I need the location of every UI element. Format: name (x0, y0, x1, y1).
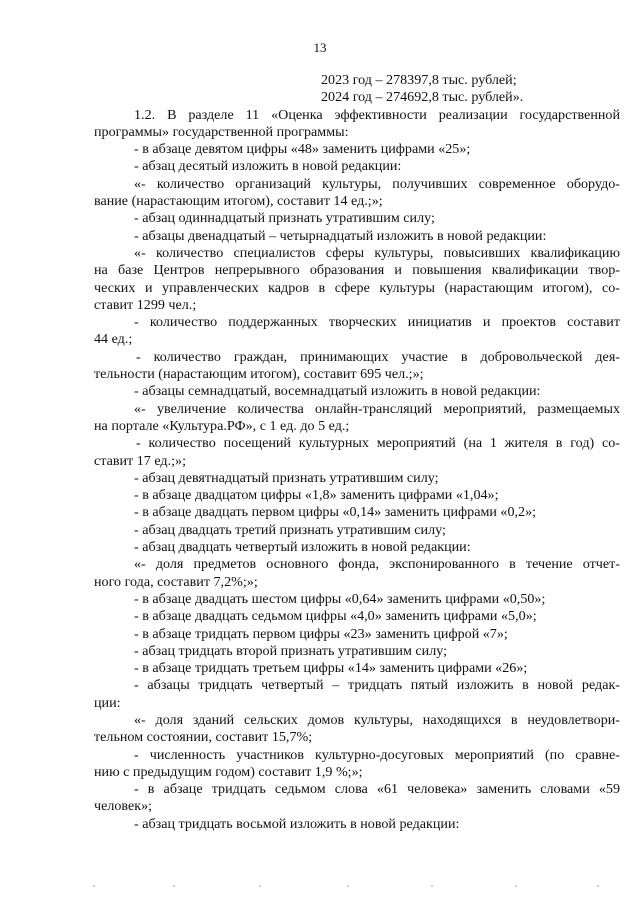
text-line: ного года, составит 7,2%;»; (94, 573, 258, 590)
text-line: - абзац одиннадцатый признать утратившим силу; (134, 210, 435, 227)
document-body (94, 72, 620, 833)
text-line: - абзац тридцать восьмой изложить в новой редакции: (134, 815, 460, 832)
scan-artifact (0, 885, 640, 889)
text-line: 2023 год – 278397,8 тыс. рублей; (321, 72, 517, 88)
text-line: - абзац тридцать второй признать утратившим силу; (134, 642, 448, 659)
text-line: - в абзаце двадцать седьмом цифры «4,0» заменить цифрами «5,0»; (134, 608, 537, 625)
text-line: - количество посещений культурных мероприятий (на 1 жителя в год) со- (136, 435, 620, 452)
text-line: «- количество специалистов сферы культуры, повысивших квалификацию (134, 244, 620, 261)
text-line: тельном состоянии, составит 15,7%; (94, 729, 313, 746)
text-line: «- увеличение количества онлайн-трансляций мероприятий, размещаемых (134, 400, 620, 417)
text-line: ставит 1299 чел.; (94, 296, 197, 313)
section-heading-line: 1.2. В разделе 11 «Оценка эффективности реализации государственной (134, 106, 620, 123)
text-line: - количество граждан, принимающих участие в добровольческой дея- (136, 348, 620, 365)
text-line: «- доля зданий сельских домов культуры, находящихся в неудовлетвори- (134, 711, 620, 728)
text-line: - абзацы тридцать четвертый – тридцать пятый изложить в новой редак- (134, 677, 620, 694)
text-line: - абзац десятый изложить в новой редакции: (134, 158, 402, 175)
text-line: - абзацы семнадцатый, восемнадцатый изложить в новой редакции: (134, 383, 541, 400)
text-line: - в абзаце тридцать седьмом слова «61 человека» заменить словами «59 (134, 781, 620, 798)
page-number: 13 (313, 40, 327, 55)
text-line: «- доля предметов основного фонда, экспонированного в течение отчет- (134, 556, 620, 573)
text-line: 44 ед.; (94, 331, 133, 348)
text-line: - в абзаце двадцатом цифры «1,8» заменить цифрами «1,04»; (134, 487, 499, 504)
text-line: программы» государственной программы: (94, 123, 349, 140)
text-line: - абзац двадцать третий признать утратившим силу; (134, 521, 446, 538)
text-line: человек»; (94, 798, 153, 815)
text-line: «- количество организаций культуры, получивших современное оборудо- (134, 175, 620, 192)
text-line: - в абзаце тридцать первом цифры «23» заменить цифрой «7»; (134, 625, 508, 642)
text-line: ставит 17 ед.;»; (94, 452, 186, 469)
text-line: ческих и управленческих кадров в сфере культуры (нарастающим итогом), со- (94, 279, 620, 296)
text-line: - в абзаце девятом цифры «48» заменить цифрами «25»; (134, 141, 471, 158)
text-line: - в абзаце двадцать шестом цифры «0,64» заменить цифрами «0,50»; (134, 590, 546, 607)
text-line: - абзацы двенадцатый – четырнадцатый изложить в новой редакции: (134, 227, 547, 244)
text-line: тельности (нарастающим итогом), составит 695 чел.;»; (94, 366, 424, 383)
text-line: ции: (94, 694, 121, 711)
text-line: - абзац девятнадцатый признать утратившим силу; (134, 469, 439, 486)
text-line: вание (нарастающим итогом), составит 14 ед.;»; (94, 193, 383, 210)
text-line: - в абзаце тридцать третьем цифры «14» заменить цифрами «26»; (134, 660, 528, 677)
text-line: на портале «Культура.РФ», с 1 ед. до 5 ед.; (94, 417, 350, 434)
text-line: на базе Центров непрерывного образования и повышения квалификации твор- (94, 262, 620, 279)
text-line: нию с предыдущим годом) составит 1,9 %;»; (94, 763, 363, 780)
text-line: - в абзаце двадцать первом цифры «0,14» заменить цифрами «0,2»; (134, 504, 537, 521)
text-line: 2024 год – 274692,8 тыс. рублей». (321, 89, 524, 106)
text-line: - количество поддержанных творческих инициатив и проектов составит (134, 314, 620, 331)
text-line: - абзац двадцать четвертый изложить в новой редакции: (134, 539, 471, 556)
text-line: - численность участников культурно-досуговых мероприятий (по сравне- (134, 746, 620, 763)
